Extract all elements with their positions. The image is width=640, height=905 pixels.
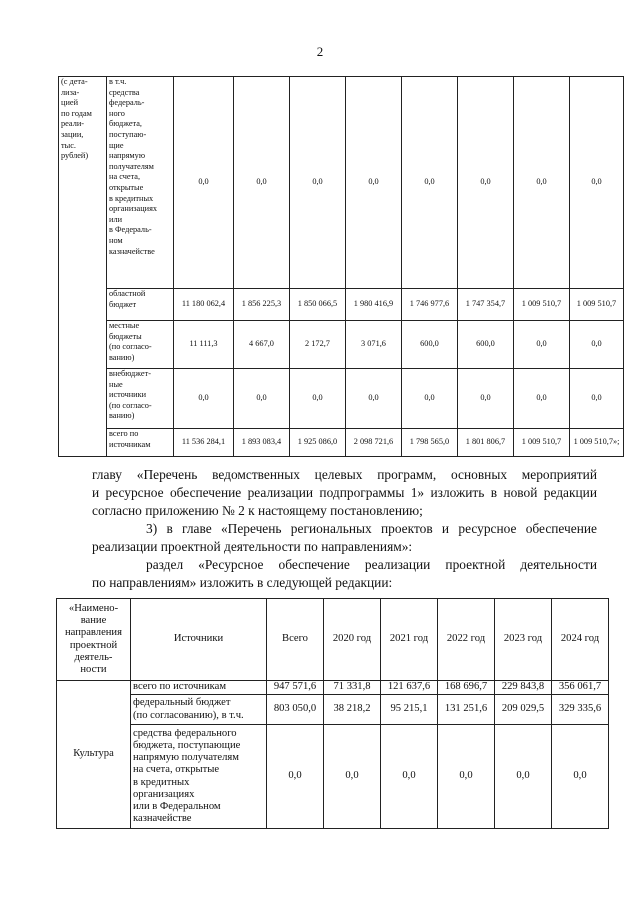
project-funding-body [57,681,609,829]
source-label-line: источникам [109,439,151,449]
header-year: 2024 год [552,599,609,681]
value-cell: 209 029,5 [495,695,552,725]
source-label-line: напрямую [109,151,146,161]
period-note-line: цией [61,98,79,108]
source-label-line: ванию) [109,411,135,421]
value-cell: 121 637,6 [381,681,438,695]
source-label-line: ном [109,235,123,245]
value-cell: 0,0 [570,77,624,289]
value-cell: 0,0 [458,369,514,429]
value-cell: 3 071,6 [346,321,402,369]
source-label-line: источники [109,390,147,400]
direction-name-cell: Культура [57,681,131,829]
source-line: в кредитных [133,776,190,788]
source-label-line: ного [109,108,125,118]
source-label-cell [107,369,174,429]
source-cell [131,695,267,725]
table-row [57,695,609,725]
value-cell: 0,0 [458,77,514,289]
header-year: 2020 год [324,599,381,681]
header-sources: Источники [131,599,267,681]
value-cell: 0,0 [381,725,438,829]
value-cell: 11 180 062,4 [174,289,234,321]
value-cell: 1 980 416,9 [346,289,402,321]
value-cell: 1 746 977,6 [402,289,458,321]
source-label-cell [107,289,174,321]
header-direction-line: вание [80,615,107,627]
paragraph-line: согласно приложению № 2 к настоящему постановлению; [92,503,423,518]
value-cell: 0,0 [290,77,346,289]
source-label-line: открытые [109,182,144,192]
source-line: бюджета, поступающие [133,739,241,751]
value-cell: 131 251,6 [438,695,495,725]
source-label-line: областной [109,289,146,298]
source-line: федеральный бюджет [133,697,231,709]
source-line: всего по источникам [133,681,227,693]
period-note-line: рублей) [61,151,89,161]
value-cell: 0,0 [552,725,609,829]
funding-table-body [59,77,624,457]
header-direction-line: «Наимено- [68,602,119,614]
source-line: средства федерального [133,727,237,739]
table-row [59,429,624,457]
value-cell: 0,0 [346,369,402,429]
value-cell: 11 111,3 [174,321,234,369]
value-cell: 0,0 [346,77,402,289]
period-note-cell [59,77,107,457]
value-cell: 600,0 [402,321,458,369]
page-number: 2 [316,44,324,59]
value-cell: 803 050,0 [267,695,324,725]
value-cell: 1 801 806,7 [458,429,514,457]
value-cell: 1 009 510,7»; [570,429,624,457]
value-cell: 0,0 [402,369,458,429]
period-note-line: по годам [61,108,92,118]
table-row [59,289,624,321]
source-label-line: щие [109,140,124,150]
header-year: 2023 год [495,599,552,681]
source-line: казначействе [133,813,192,825]
source-label-line: казначействе [109,246,155,256]
value-cell: 1 893 083,4 [234,429,290,457]
header-direction [57,599,131,681]
value-cell: 0,0 [174,369,234,429]
value-cell: 1 009 510,7 [514,289,570,321]
source-label-line: на счета, [109,172,141,182]
source-label-line: в кредитных [109,193,154,203]
paragraph-line: по направлениям» изложить в следующей редакции: [92,575,393,590]
value-cell: 0,0 [290,369,346,429]
source-label-cell [107,77,174,289]
value-cell: 0,0 [234,77,290,289]
paragraph-line: и ресурсное обеспечение реализации подпрограммы 1» изложить в новой редакции [92,485,597,500]
source-label-line: федераль- [109,98,145,108]
source-label-line: (по согласо- [109,342,152,352]
table-row [57,725,609,829]
source-label-line: бюджеты [109,331,142,341]
source-label-line: ные [109,379,123,389]
source-label-line: внебюджет- [109,369,151,378]
value-cell: 1 009 510,7 [514,429,570,457]
value-cell: 0,0 [438,725,495,829]
source-line: организациях [133,788,195,800]
value-cell: 0,0 [402,77,458,289]
value-cell: 38 218,2 [324,695,381,725]
value-cell: 168 696,7 [438,681,495,695]
source-label-line: получателям [109,161,154,171]
header-direction-line: ности [80,663,107,675]
source-label-line: организациях [109,204,158,214]
value-cell: 329 335,6 [552,695,609,725]
value-cell: 1 925 086,0 [290,429,346,457]
value-cell: 0,0 [324,725,381,829]
table-row [59,321,624,369]
paragraph-line: раздел «Ресурсное обеспечение реализации проектной деятельности [146,557,597,572]
source-label-line: всего по [109,429,139,438]
source-label-line: (по согласо- [109,400,152,410]
value-cell: 2 098 721,6 [346,429,402,457]
source-label-line: или [109,214,123,224]
value-cell: 95 215,1 [381,695,438,725]
source-label-line: местные [109,321,140,330]
source-line: на счета, открытые [133,764,220,776]
value-cell: 0,0 [267,725,324,829]
source-label-cell [107,321,174,369]
value-cell: 1 850 066,5 [290,289,346,321]
period-note-line: тыс. [61,140,76,150]
value-cell: 0,0 [514,369,570,429]
value-cell: 600,0 [458,321,514,369]
value-cell: 0,0 [514,321,570,369]
paragraph-line: главу «Перечень ведомственных целевых программ, основных мероприятий [92,467,597,482]
value-cell: 947 571,6 [267,681,324,695]
value-cell: 0,0 [514,77,570,289]
table-row [59,369,624,429]
source-label-cell [107,429,174,457]
period-note-line: лиза- [61,87,80,97]
value-cell: 0,0 [174,77,234,289]
value-cell: 356 061,7 [552,681,609,695]
source-line: или в Федеральном [133,800,221,812]
value-cell: 0,0 [495,725,552,829]
source-cell [131,725,267,829]
source-label-line: ванию) [109,352,135,362]
value-cell: 0,0 [234,369,290,429]
paragraph-line: реализации проектной деятельности по направлениям»: [92,539,413,554]
header-direction-line: деятель- [74,651,113,663]
header-direction-line: проектной [69,639,118,651]
table-row [57,681,609,695]
header-direction-line: направления [65,627,122,639]
project-funding-table [56,598,609,829]
period-note-line: зации, [61,129,84,139]
source-label-line: средства [109,87,140,97]
value-cell: 0,0 [570,369,624,429]
value-cell: 1 009 510,7 [570,289,624,321]
source-label-line: поступаю- [109,129,147,139]
period-note-line: реали- [61,119,85,129]
value-cell: 1 798 565,0 [402,429,458,457]
header-total: Всего [267,599,324,681]
value-cell: 1 856 225,3 [234,289,290,321]
table-row [59,77,624,289]
source-cell [131,681,267,695]
source-line: напрямую получателям [133,752,239,764]
header-year: 2022 год [438,599,495,681]
value-cell: 11 536 284,1 [174,429,234,457]
value-cell: 4 667,0 [234,321,290,369]
value-cell: 1 747 354,7 [458,289,514,321]
source-line: (по согласованию), в т.ч. [133,709,244,721]
value-cell: 2 172,7 [290,321,346,369]
source-label-line: бюджет [109,299,137,309]
funding-table-continued [58,76,624,457]
header-year: 2021 год [381,599,438,681]
source-label-line: в т.ч. [109,77,127,86]
paragraph-line: 3) в главе «Перечень региональных проектов и ресурсное обеспечение [146,521,597,536]
source-label-line: в Федераль- [109,225,152,235]
source-label-line: бюджета, [109,119,143,129]
period-note-line: (с дета- [61,77,88,86]
value-cell: 0,0 [570,321,624,369]
value-cell: 71 331,8 [324,681,381,695]
value-cell: 229 843,8 [495,681,552,695]
